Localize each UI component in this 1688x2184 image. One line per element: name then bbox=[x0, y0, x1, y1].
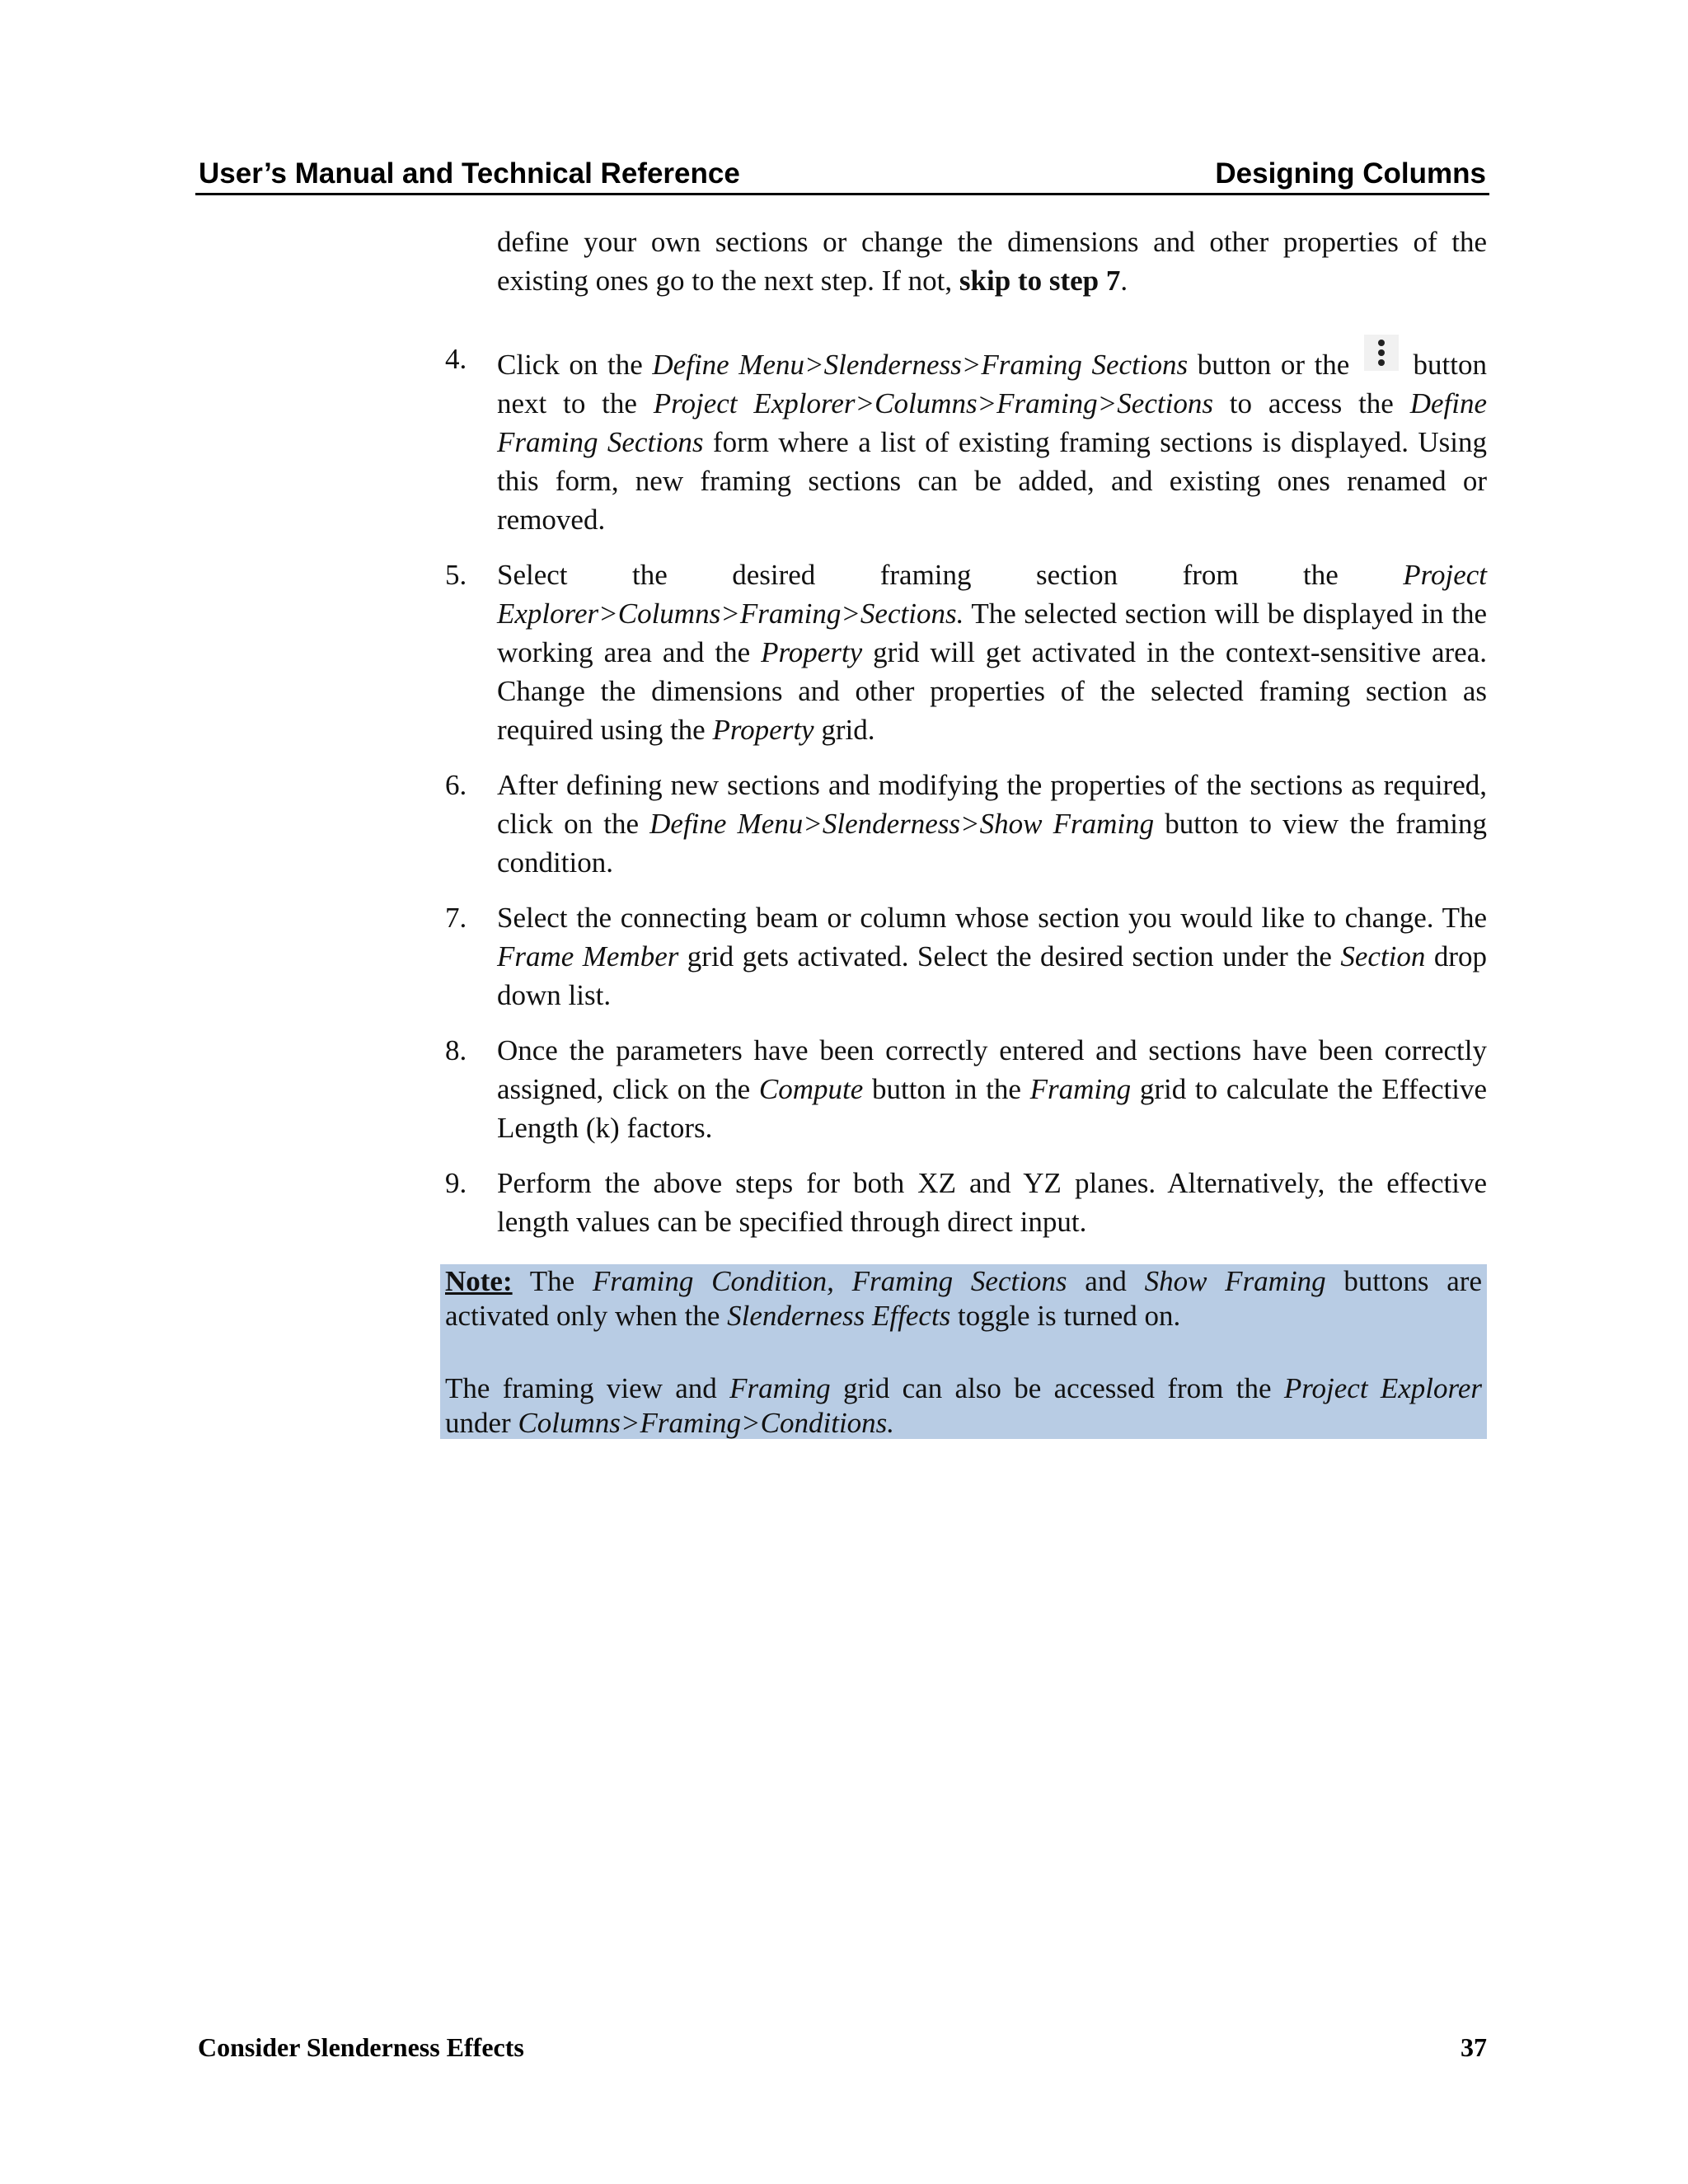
page-header bbox=[195, 155, 1489, 195]
step-italic-text: Define Menu>Slenderness>Framing Sections bbox=[652, 349, 1189, 381]
note-text: and bbox=[1067, 1265, 1145, 1297]
step-4 bbox=[445, 340, 1487, 539]
step-number: 7. bbox=[445, 902, 467, 934]
intro-bold-text: skip to step 7 bbox=[959, 265, 1121, 297]
step-italic-text: Define Menu>Slenderness>Show Framing bbox=[649, 808, 1155, 840]
note-text: The framing view and bbox=[445, 1372, 730, 1404]
note-text: The bbox=[512, 1265, 593, 1297]
note-box bbox=[440, 1264, 1487, 1439]
note-italic-text: Show Framing bbox=[1144, 1265, 1326, 1297]
step-number: 9. bbox=[445, 1167, 467, 1199]
step-5 bbox=[445, 555, 1487, 749]
step-text: button next to the bbox=[497, 349, 1488, 419]
page-number: 37 bbox=[1461, 2032, 1487, 2062]
step-number: 6. bbox=[445, 769, 467, 801]
step-text: Once the parameters have been correctly entered and sections have been correctly assigned, click on the bbox=[497, 1034, 1487, 1105]
vertical-ellipsis-icon bbox=[1364, 335, 1399, 371]
step-text: drop down list. bbox=[497, 940, 1487, 1011]
intro-text: define your own sections or change the dimensions and other properties of the existing ones go to the next step. If not, bbox=[497, 226, 1487, 297]
step-text: button or the bbox=[1188, 349, 1359, 381]
step-italic-text: Property bbox=[712, 714, 814, 746]
intro-paragraph bbox=[497, 223, 1487, 300]
step-text: button in the bbox=[863, 1073, 1030, 1105]
step-italic-text: Define Framing Sections bbox=[497, 387, 1487, 458]
note-label: Note: bbox=[445, 1265, 513, 1297]
footer-section-title: Consider Slenderness Effects bbox=[198, 2032, 524, 2062]
step-number: 4. bbox=[445, 343, 467, 375]
step-text: grid to calculate the Effective Length (k) factors. bbox=[497, 1073, 1487, 1144]
step-7 bbox=[445, 898, 1487, 1015]
step-italic-text: Section bbox=[1340, 940, 1426, 972]
step-text: After defining new sections and modifying the properties of the sections as required, click on the bbox=[497, 769, 1487, 840]
step-text: Select the desired framing section from the bbox=[497, 559, 1404, 591]
note-paragraph-2 bbox=[445, 1371, 1482, 1441]
step-text: The selected section will be displayed in the working area and the bbox=[497, 598, 1487, 668]
step-text: Click on the bbox=[497, 349, 653, 381]
step-italic-text: Frame Member bbox=[497, 940, 679, 972]
note-italic-text: Columns>Framing>Conditions. bbox=[518, 1407, 895, 1439]
step-text: Select the connecting beam or column whose section you would like to change. The bbox=[497, 902, 1487, 934]
step-list bbox=[445, 340, 1487, 1258]
note-text: buttons are activated only when the bbox=[445, 1265, 1482, 1332]
step-text: grid will get activated in the context-sensitive area. Change the dimensions and other properties of the selected framing section as required using the bbox=[497, 636, 1487, 746]
step-text: grid. bbox=[814, 714, 875, 746]
note-italic-text: Project Explorer bbox=[1283, 1372, 1482, 1404]
step-text: Perform the above steps for both XZ and YZ planes. Alternatively, the effective length values can be specified through direct input. bbox=[497, 1167, 1487, 1238]
header-manual-title: User’s Manual and Technical Reference bbox=[199, 157, 740, 190]
step-6 bbox=[445, 766, 1487, 882]
step-italic-text: Property bbox=[761, 636, 863, 668]
step-number: 8. bbox=[445, 1034, 467, 1066]
note-paragraph-1 bbox=[445, 1264, 1482, 1333]
note-italic-text: Framing bbox=[729, 1372, 831, 1404]
note-text: under bbox=[445, 1407, 518, 1439]
note-italic-text: Slenderness Effects bbox=[727, 1300, 951, 1332]
intro-end: . bbox=[1120, 265, 1128, 297]
step-9 bbox=[445, 1164, 1487, 1241]
step-text: to access the bbox=[1212, 387, 1410, 419]
step-text: grid gets activated. Select the desired section under the bbox=[678, 940, 1341, 972]
header-chapter-title: Designing Columns bbox=[1215, 157, 1486, 190]
step-text: form where a list of existing framing sections is displayed. Using this form, new framing sections can be added, and existing ones renamed or removed. bbox=[497, 426, 1487, 536]
step-italic-text: Project Explorer>Columns>Framing>Sections. bbox=[497, 559, 1487, 630]
step-text: button to view the framing condition. bbox=[497, 808, 1487, 879]
step-8 bbox=[445, 1031, 1487, 1147]
step-number: 5. bbox=[445, 559, 467, 591]
note-italic-text: Framing Condition, Framing Sections bbox=[592, 1265, 1067, 1297]
step-italic-text: Compute bbox=[758, 1073, 864, 1105]
note-text: toggle is turned on. bbox=[950, 1300, 1181, 1332]
step-italic-text: Project Explorer>Columns>Framing>Sections bbox=[653, 387, 1213, 419]
note-text: grid can also be accessed from the bbox=[830, 1372, 1284, 1404]
step-italic-text: Framing bbox=[1029, 1073, 1132, 1105]
